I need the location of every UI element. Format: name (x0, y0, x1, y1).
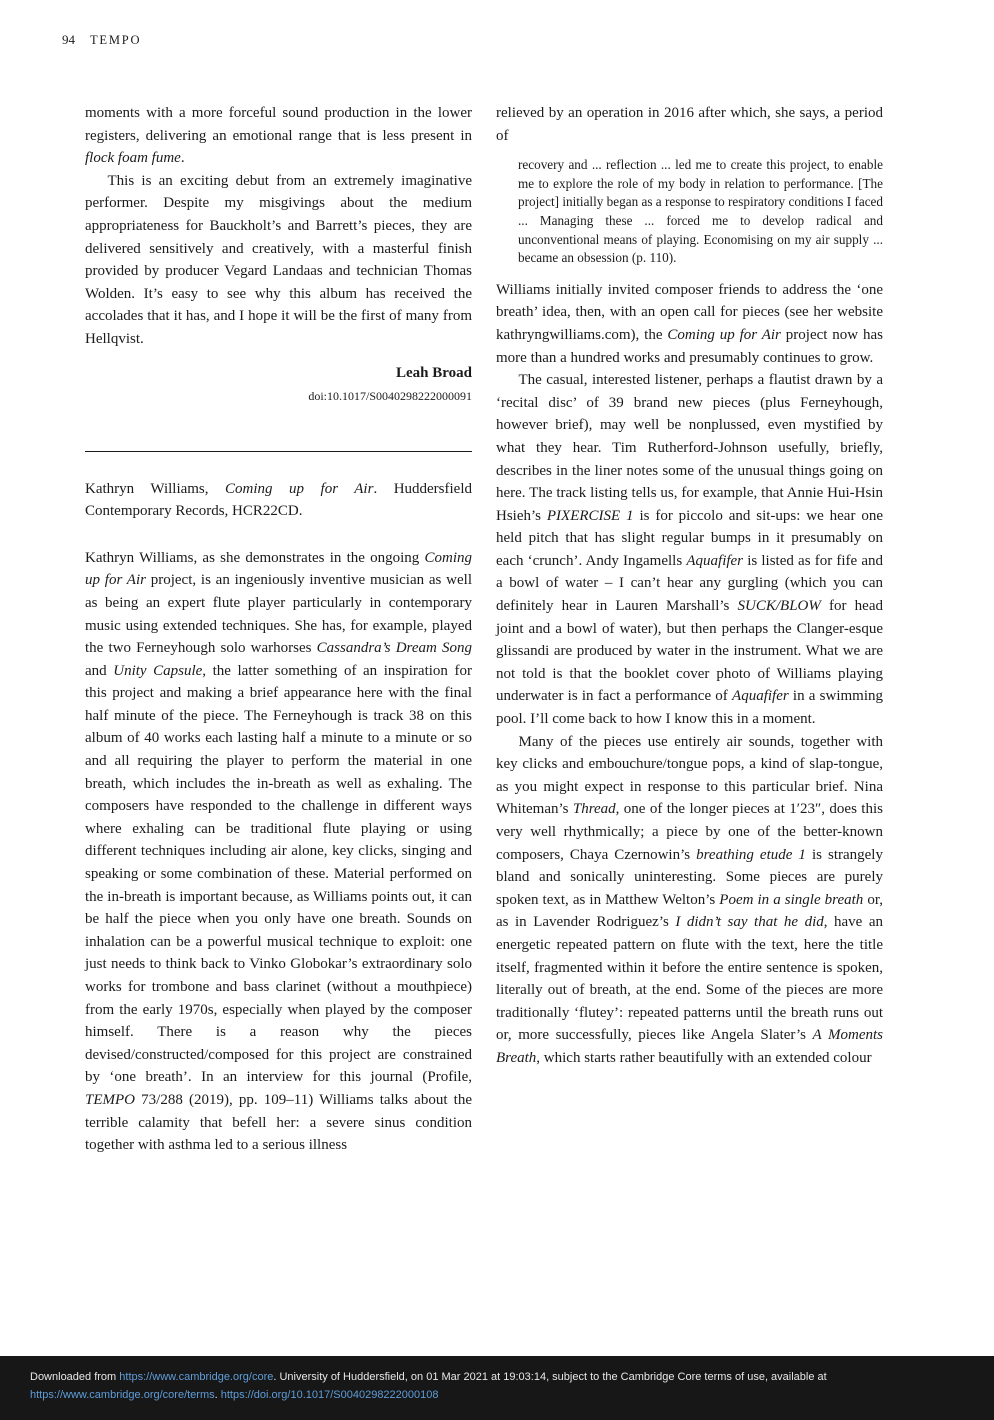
review-heading: Kathryn Williams, Coming up for Air. Huddersfield Contemporary Records, HCR22CD. (85, 480, 472, 520)
footer-link[interactable]: https://www.cambridge.org/core/terms (30, 1388, 215, 1401)
paragraph: The casual, interested listener, perhaps a flautist drawn by a ‘recital disc’ of 39 brand new pieces (plus Ferneyhough, however brief), may well be nonplussed, even mystified by what they hear. Tim Rutherford-Johnson usefully, briefly, describes in the liner notes some of the unusual things going on here. The track listing tells us, for example, that Annie Hui-Hsin Hsieh’s PIXERCISE 1 is for piccolo and sit-ups: we hear one held pitch that has slight regular bumps in it presumably on each ‘crunch’. Andy Ingamells Aquafifer is listed as for fife and a bowl of water – I can’t hear any gurgling (which you can definitely hear in Lauren Marshall’s SUCK/BLOW for head joint and a bowl of water), but then perhaps the Clanger-esque glissandi are produced by water in the instrument. What we are not told is that the booklet cover photo of Williams playing underwater is in fact a performance of Aquafifer in a swimming pool. I’ll come back to how I know this in a moment. (496, 372, 883, 728)
journal-title: TEMPO (90, 33, 142, 47)
paragraph: Williams initially invited composer friends to address the ‘one breath’ idea, then, with an open call for pieces (see her website kathryngwilliams.com), the Coming up for Air project now has more than a hundred works and presumably continues to grow. (496, 281, 883, 366)
review-signature (85, 363, 472, 405)
two-column-layout (85, 102, 883, 1157)
section-divider (85, 451, 472, 452)
left-column (85, 102, 472, 1157)
page-body (85, 102, 883, 1157)
block-quote-wrap (496, 156, 883, 268)
carryover-sentence: relieved by an operation in 2016 after which, she says, a period of (496, 105, 883, 144)
review-body (85, 547, 472, 1157)
right-column (496, 102, 883, 1157)
paragraph: This is an exciting debut from an extremely imaginative performer. Despite my misgivings about the medium appropriateness for Bauckholt’s and Barrett’s pieces, they are delivered sensitively and creatively, with a masterful finish provided by producer Vegard Landaas and technician Thomas Wolden. It’s easy to see why this album has received the accolades that it has, and I hope it will be the first of many from Hellqvist. (85, 172, 472, 347)
footer-text: . (214, 1388, 221, 1401)
review-body-continued (496, 279, 883, 1070)
paragraph: moments with a more forceful sound production in the lower registers, delivering an emotional range that is less present in flock foam fume. (85, 105, 472, 167)
page-number: 94 (62, 32, 75, 47)
footer-line-2 (30, 1386, 964, 1404)
footer-link[interactable]: https://doi.org/10.1017/S0040298222000108 (220, 1388, 439, 1401)
footer-text: . University of Huddersfield, on 01 Mar 2021 at 19:03:14, subject to the Cambridge Core terms of use, available at (273, 1370, 827, 1383)
doi-line: doi:10.1017/S0040298222000091 (308, 388, 472, 403)
paragraph: Kathryn Williams, as she demonstrates in the ongoing Coming up for Air project, is an ingeniously inventive musician as well as being an expert flute player particularly in contemporary music using extended techniques. She has, for example, played the two Ferneyhough solo warhorses Cassandra’s Dream Song and Unity Capsule, the latter something of an inspiration for this project and making a brief appearance here with the final half minute of the piece. The Ferneyhough is track 38 on this album of 40 works each lasting half a minute to a minute or so and all requiring the player to perform the material in one breath, which includes the in-breath as well as exhaling. The composers have responded to the challenge in different ways where exhaling can be traditional flute playing or using different techniques including air alone, key clicks, singing and speaking or some combination of these. Material performed on the in-breath is important because, as Williams points out, it can be half the piece when you only have one breath. Sounds on inhalation can be a powerful musical technique to exploit: one just needs to think back to Vinko Globokar’s extraordinary solo works for trombone and bass clarinet (without a mouthpiece) from the early 1970s, especially when played by the composer himself. There is a reason why the pieces devised/constructed/composed for this project are constrained by ‘one breath’. In an interview for this journal (Profile, TEMPO 73/288 (2019), pp. 109–11) Williams talks about the terrible calamity that befell her: a severe sinus condition together with asthma led to a serious illness (85, 549, 472, 1154)
footer-bar (0, 1356, 994, 1420)
paragraph: Many of the pieces use entirely air sounds, together with key clicks and embouchure/tongue pops, a kind of slap-tongue, as you might expect in response to this particular brief. Nina Whiteman’s Thread, one of the longer pieces at 1′23″, does this very well rhythmically; a piece by one of the better-known composers, Chaya Czernowin’s breathing etude 1 is strangely bland and sonically uninteresting. Some pieces are purely spoken text, as in Matthew Welton’s Poem in a single breath or, as in Lavender Rodriguez’s I didn’t say that he did, have an energetic repeated pattern on flute with the text, here the title itself, fragmented within it before the entire sentence is spoken, literally out of breath, at the end. Some of the pieces are more traditionally ‘flutey’: repeated patterns until the breath runs out or, more successfully, pieces like Angela Slater’s A Moments Breath, which starts rather beautifully with an extended colour (496, 733, 884, 1066)
carryover-review-text (85, 102, 472, 351)
footer-line-1 (30, 1368, 964, 1386)
reviewer-byline: Leah Broad (396, 364, 472, 381)
block-quote: recovery and ... reflection ... led me to create this project, to enable me to explore the role of my body in relation to performance. [The project] initially began as a response to respiratory conditions I faced ... Managing these ... forced me to develop radical and unconventional means of playing. Economising on my air supply ... became an obsession (p. 110). (518, 157, 883, 266)
footer-text: Downloaded from (30, 1370, 120, 1383)
footer-link[interactable]: https://www.cambridge.org/core (119, 1370, 274, 1383)
page-header (62, 32, 141, 48)
